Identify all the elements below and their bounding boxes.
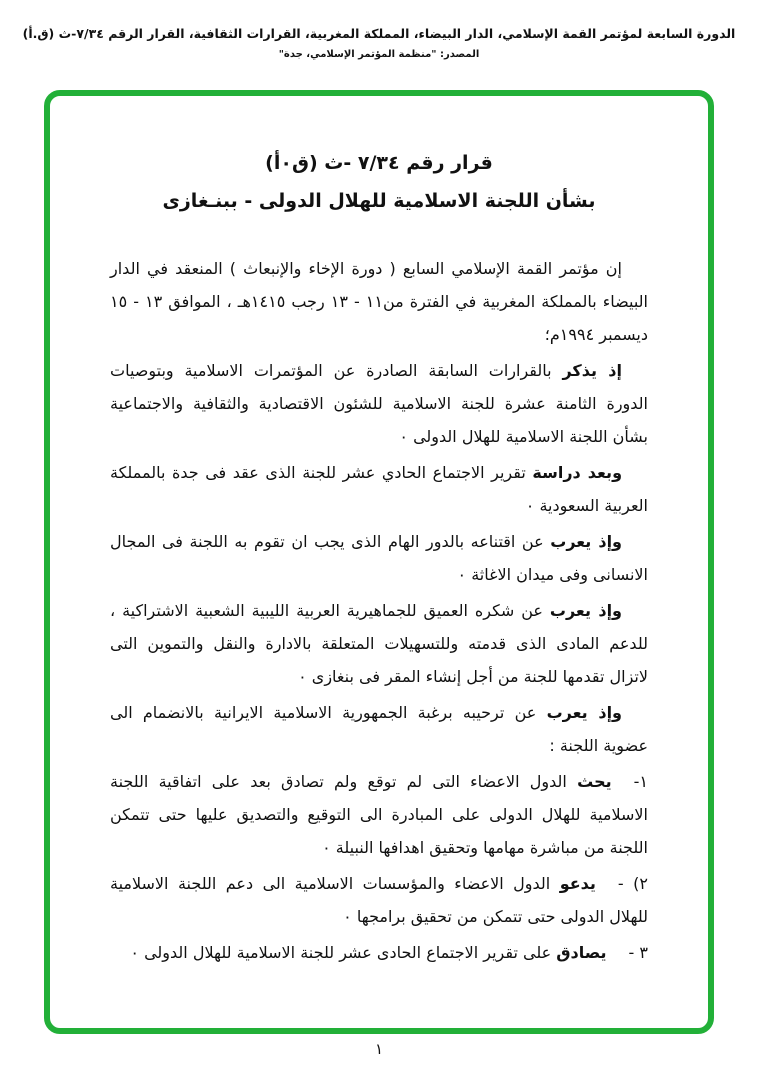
- paragraph-text: عن ترحيبه برغبة الجمهورية الاسلامية الايرانية بالانضمام الى عضوية اللجنة :: [110, 703, 648, 755]
- resolution-item-2: [110, 867, 648, 933]
- preamble-paragraph-1: [110, 252, 648, 351]
- paragraph-lead: إذ يذكر: [562, 361, 622, 380]
- resolutions-section: [110, 765, 648, 969]
- paragraph-text: تقرير الاجتماع الحادي عشر للجنة الذى عقد فى جدة بالمملكة العربية السعودية ٠: [110, 463, 648, 515]
- paragraph-lead: وإذ يعرب: [549, 601, 623, 620]
- preamble-paragraph-2: [110, 354, 648, 453]
- item-lead: يحث: [577, 772, 612, 791]
- paragraph-lead: وإذ يعرب: [550, 532, 622, 551]
- document-content: [50, 96, 708, 1028]
- document-header: [20, 26, 738, 60]
- document-border-frame: [44, 90, 714, 1034]
- item-text: الدول الاعضاء التى لم توقع ولم تصادق بعد على اتفاقية اللجنة الاسلامية للهلال الدولى على المبادرة الى التوقيع والتصديق عليها حتى تتمكن اللجنة من مباشرة مهامها وتحقيق اهدافها النبيلة ٠: [110, 772, 648, 857]
- item-number: ٢) -: [617, 874, 648, 893]
- item-text: على تقرير الاجتماع الحادى عشر للجنة الاسلامية للهلال الدولى ٠: [130, 943, 552, 962]
- preamble-section: [110, 252, 648, 762]
- preamble-paragraph-4: [110, 525, 648, 591]
- preamble-paragraph-6: [110, 696, 648, 762]
- item-number: ٣ -: [628, 943, 648, 962]
- paragraph-text: عن اقتناعه بالدور الهام الذى يجب ان تقوم به اللجنة فى المجال الانسانى وفى ميدان الاغاثة ٠: [110, 532, 648, 584]
- resolution-number-title: قرار رقم ٧/٣٤ -ث (ق٠أ): [265, 152, 493, 174]
- page-number: ١: [374, 1040, 384, 1058]
- header-source-line: المصدر: "منظمة المؤتمر الإسلامي، جدة": [278, 49, 480, 60]
- item-lead: يصادق: [556, 943, 607, 962]
- header-citation-line: الدورة السابعة لمؤتمر القمة الإسلامي، الدار البيضاء، المملكة المغربية، القرارات الثقافية، القرار الرقم ٧/٣٤-ث (ق.أ): [22, 26, 736, 41]
- preamble-paragraph-5: [110, 594, 648, 693]
- preamble-paragraph-3: [110, 456, 648, 522]
- resolution-item-3: [110, 936, 648, 969]
- item-number: ١-: [633, 772, 648, 791]
- item-text: الدول الاعضاء والمؤسسات الاسلامية الى دعم اللجنة الاسلامية للهلال الدولى حتى تتمكن من تحقيق برامجها ٠: [110, 874, 648, 926]
- paragraph-lead: وبعد دراسة: [532, 463, 623, 482]
- resolution-item-1: [110, 765, 648, 864]
- item-lead: يدعو: [559, 874, 596, 893]
- paragraph-text: بالقرارات السابقة الصادرة عن المؤتمرات الاسلامية وبتوصيات الدورة الثامنة عشرة للجنة الاسلامية للشئون الاقتصادية والثقافية والاجتماعية بشأن اللجنة الاسلامية للهلال الدولى ٠: [110, 361, 648, 446]
- resolution-subject-title: بشأن اللجنة الاسلامية للهلال الدولى - ببنـغازى: [162, 190, 596, 212]
- paragraph-text: عن شكره العميق للجماهيرية العربية الليبية الشعبية الاشتراكية ، للدعم المادى الذى قدمته وللتسهيلات المتعلقة بالادارة والنقل والتموين التى لاتزال تقدمها للجنة من أجل إنشاء المقر فى بنغازى ٠: [110, 601, 648, 686]
- paragraph-text: إن مؤتمر القمة الإسلامي السابع ( دورة الإخاء والإنبعاث ) المنعقد في الدار البيضاء بالمملكة المغربية في الفترة من١١ - ١٣ رجب ١٤١٥هـ ، الموافق ١٣ - ١٥ ديسمبر ١٩٩٤م؛: [110, 259, 648, 344]
- paragraph-lead: وإذ يعرب: [546, 703, 622, 722]
